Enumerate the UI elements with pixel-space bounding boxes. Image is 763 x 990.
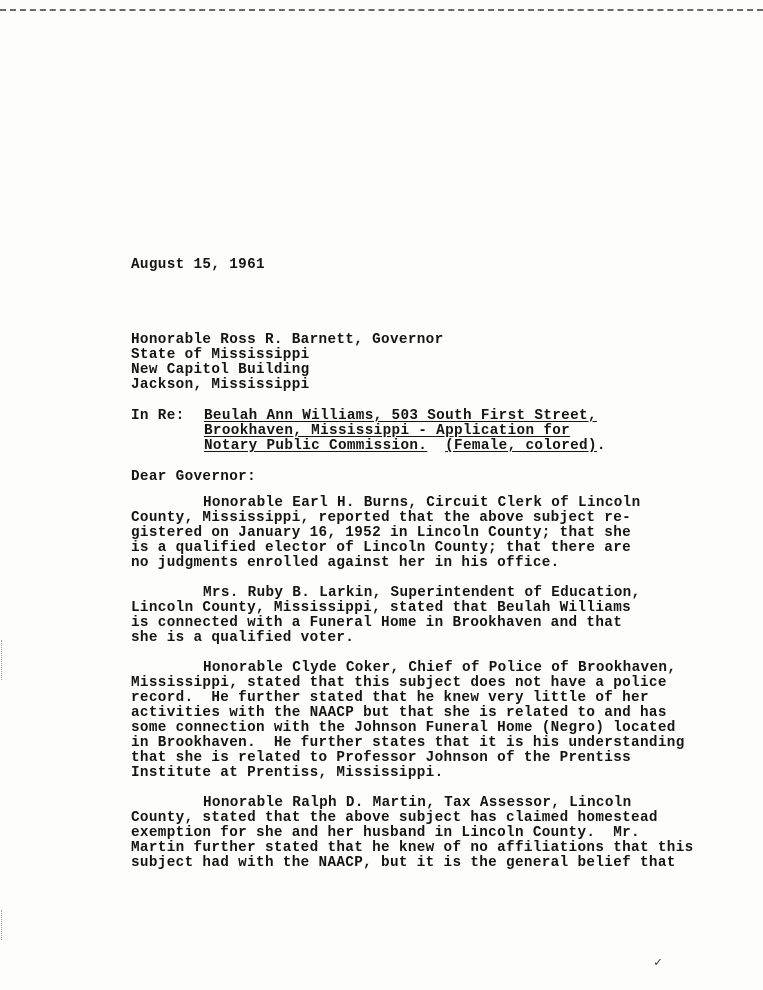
paragraph-line: Lincoln County, Mississippi, stated that Beulah Williams xyxy=(131,600,632,616)
paragraph-line: in Brookhaven. He further states that it is his understanding xyxy=(131,735,685,751)
paragraph-line: County, Mississippi, reported that the above subject re- xyxy=(131,510,632,526)
paragraph-line: Mrs. Ruby B. Larkin, Superintendent of Education, xyxy=(203,585,641,601)
torn-top-edge xyxy=(0,9,763,11)
re-line-last xyxy=(204,439,606,454)
address-line: Honorable Ross R. Barnett, Governor xyxy=(131,332,444,348)
paragraph-line: Honorable Clyde Coker, Chief of Police of Brookhaven, xyxy=(203,660,677,676)
paragraph-line: exemption for she and her husband in Lincoln County. Mr. xyxy=(131,825,640,841)
paragraph-line: is a qualified elector of Lincoln County; that there are xyxy=(131,540,632,556)
paragraph-line: Mississippi, stated that this subject does not have a police xyxy=(131,675,667,691)
paragraph-line: County, stated that the above subject has claimed homestead xyxy=(131,810,658,826)
check-mark: ✓ xyxy=(654,955,662,970)
re-line-commission: Notary Public Commission. xyxy=(204,438,428,454)
paragraph-line: no judgments enrolled against her in his office. xyxy=(131,555,560,571)
paragraph-line: she is a qualified voter. xyxy=(131,630,355,646)
re-line: Beulah Ann Williams, 503 South First Street, xyxy=(204,408,597,424)
left-edge-mark xyxy=(1,910,2,940)
paragraph-line: Institute at Prentiss, Mississippi. xyxy=(131,765,444,781)
paragraph-line: gistered on January 16, 1952 in Lincoln County; that she xyxy=(131,525,632,541)
re-label: In Re: xyxy=(131,408,185,424)
paragraph-line: some connection with the Johnson Funeral Home (Negro) located xyxy=(131,720,676,736)
address-line: State of Mississippi xyxy=(131,347,310,363)
letter-date: August 15, 1961 xyxy=(131,257,265,273)
address-line: New Capitol Building xyxy=(131,362,310,378)
salutation: Dear Governor: xyxy=(131,469,257,485)
paragraph-line: subject had with the NAACP, but it is the general belief that xyxy=(131,855,676,871)
re-line: Brookhaven, Mississippi - Application for xyxy=(204,423,571,439)
paragraph-line: Martin further stated that he knew of no affiliations that this xyxy=(131,840,694,856)
re-line-description: (Female, colored) xyxy=(445,438,597,454)
left-edge-mark xyxy=(1,640,2,680)
address-line: Jackson, Mississippi xyxy=(131,377,310,393)
paragraph-line: activities with the NAACP but that she is related to and has xyxy=(131,705,667,721)
re-line-period: . xyxy=(596,438,606,454)
paragraph-line: is connected with a Funeral Home in Brookhaven and that xyxy=(131,615,623,631)
paragraph-line: Honorable Earl H. Burns, Circuit Clerk of Lincoln xyxy=(203,495,641,511)
paragraph-line: Honorable Ralph D. Martin, Tax Assessor, Lincoln xyxy=(203,795,632,811)
paragraph-line: record. He further stated that he knew very little of her xyxy=(131,690,649,706)
paragraph-line: that she is related to Professor Johnson of the Prentiss xyxy=(131,750,632,766)
